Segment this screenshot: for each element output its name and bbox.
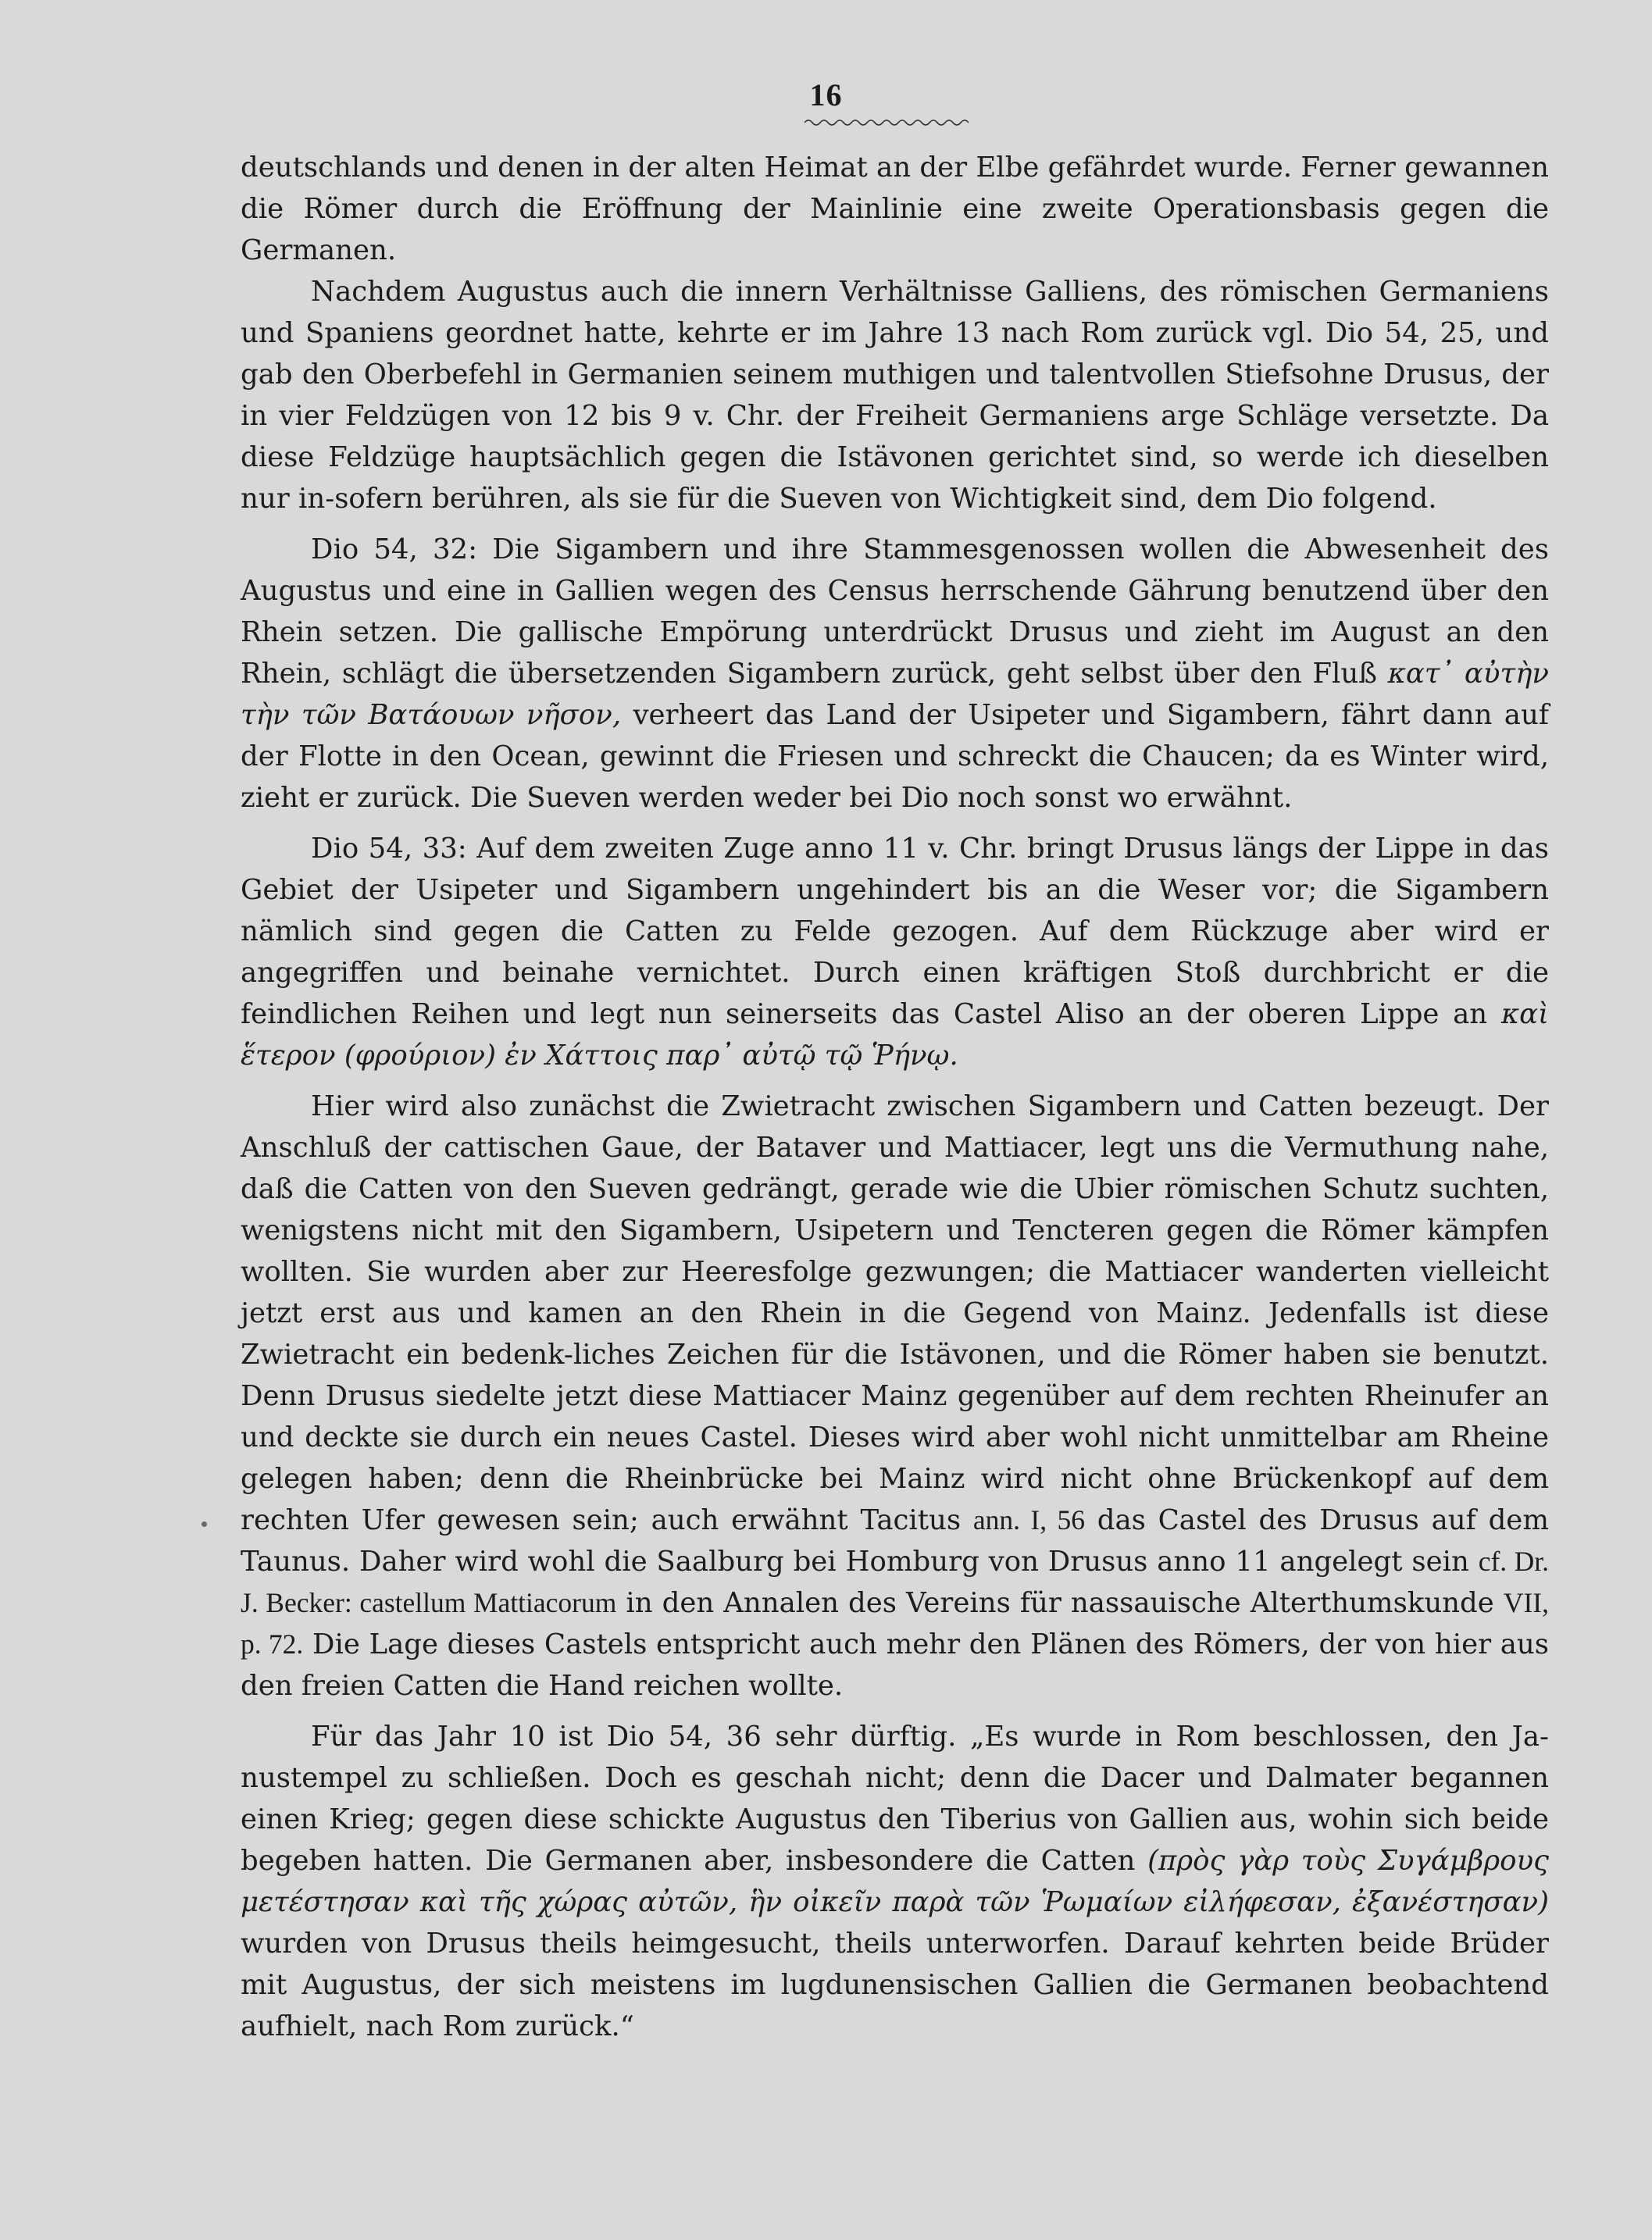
wavy-rule-ornament xyxy=(805,117,969,128)
body-text xyxy=(241,147,1549,2047)
paragraph-2: Nachdem Augustus auch die innern Verhältnisse Galliens, des römischen Germaniens und Spaniens geordnet hatte, kehrte er im Jahre 13 nach Rom zurück vgl. Dio 54, 25, und gab den Oberbefehl in Germanien seinem muthigen und talentvollen Stiefsohne Drusus, der in vier Feldzügen von 12 bis 9 v. Chr. der Freiheit Germaniens arge Schläge versetzte. Da diese Feldzüge hauptsächlich gegen die Istävonen gerichtet sind, so werde ich dieselben nur in-sofern berühren, als sie für die Sueven von Wichtigkeit sind, dem Dio folgend. xyxy=(241,276,1549,515)
greek-quotation: (πρὸς γὰρ τοὺς Συγάμβρους μετέστησαν καὶ τῆς χώρας αὐτῶν, ἣν οἰκεῖν παρὰ τῶν Ῥωμαίων εἰλήφεσαν, ἐξανέστησαν) xyxy=(241,1845,1549,1918)
greek-quotation: κατ᾽ αὐτὴν τὴν τῶν Βατάουων νῆσον, xyxy=(241,658,1549,731)
paragraph-4: Dio 54, 33: Auf dem zweiten Zuge anno 11 v. Chr. bringt Drusus längs der Lippe in das Gebiet der Usipeter und Sigambern ungehindert bis an die Weser vor; die Sigambern nämlich sind gegen die Catten zu Felde gezogen. Auf dem Rückzuge aber wird er angegriffen und beinahe vernichtet. Durch einen kräftigen Stoß durchbricht er die feindlichen Reihen und legt nun seinerseits das Castel Aliso an der oberen Lippe an καὶ ἕτερον (φρούριον) ἐν Χάττοις παρ᾽ αὐτῷ τῷ Ῥήνῳ. xyxy=(241,833,1549,1072)
latin-citation: ann. I, 56 xyxy=(972,1504,1085,1536)
paper-speck xyxy=(202,1521,207,1527)
paragraph-3: Dio 54, 32: Die Sigambern und ihre Stammesgenossen wollen die Abwesenheit des Augustus und eine in Gallien wegen des Census herrschende Gährung benutzend über den Rhein setzen. Die gallische Empörung unterdrückt Drusus und zieht im August an den Rhein, schlägt die übersetzenden Sigambern zurück, geht selbst über den Fluß κατ᾽ αὐτὴν τὴν τῶν Βατάουων νῆσον, verheert das Land der Usipeter und Sigambern, fährt dann auf der Flotte in den Ocean, gewinnt die Friesen und schreckt die Chaucen; da es Winter wird, zieht er zurück. Die Sueven werden weder bei Dio noch sonst wo erwähnt. xyxy=(241,533,1549,814)
paragraph-1: deutschlands und denen in der alten Heimat an der Elbe gefährdet wurde. Ferner gewannen die Römer durch die Eröffnung der Mainlinie eine zweite Operationsbasis gegen die Germanen. xyxy=(241,152,1550,266)
greek-quotation: καὶ ἕτερον (φρούριον) ἐν Χάττοις παρ᾽ αὐτῷ τῷ Ῥήνῳ. xyxy=(241,998,1549,1072)
latin-citation: cf. Dr. J. Becker: castellum Mattiacorum xyxy=(241,1546,1549,1618)
paragraph-6: Für das Jahr 10 ist Dio 54, 36 sehr dürftig. „Es wurde in Rom beschlossen, den Ja-nustempel zu schließen. Doch es geschah nicht; denn die Dacer und Dalmater begannen einen Krieg; gegen diese schickte Augustus den Tiberius von Gallien aus, wohin sich beide begeben hatten. Die Germanen aber, insbesondere die Catten (πρὸς γὰρ τοὺς Συγάμβρους μετέστησαν καὶ τῆς χώρας αὐτῶν, ἣν οἰκεῖν παρὰ τῶν Ῥωμαίων εἰλήφεσαν, ἐξανέστησαν) wurden von Drusus theils heimgesucht, theils unterworfen. Darauf kehrten beide Brüder mit Augustus, der sich meistens im lugdunensischen Gallien die Germanen beobachtend aufhielt, nach Rom zurück.“ xyxy=(241,1721,1549,2042)
paragraph-5: Hier wird also zunächst die Zwietracht zwischen Sigambern und Catten bezeugt. Der Anschluß der cattischen Gaue, der Bataver und Mattiacer, legt uns die Vermuthung nahe, daß die Catten von den Sueven gedrängt, gerade wie die Ubier römischen Schutz suchten, wenigstens nicht mit den Sigambern, Usipetern und Tencteren gegen die Römer kämpfen wollten. Sie wurden aber zur Heeresfolge gezwungen; die Mattiacer wanderten vielleicht jetzt erst aus und kamen an den Rhein in die Gegend von Mainz. Jedenfalls ist diese Zwietracht ein bedenk-liches Zeichen für die Istävonen, und die Römer haben sie benutzt. Denn Drusus siedelte jetzt diese Mattiacer Mainz gegenüber auf dem rechten Rheinufer an und deckte sie durch ein neues Castel. Dieses wird aber wohl nicht unmittelbar am Rheine gelegen haben; denn die Rheinbrücke bei Mainz wird nicht ohne Brückenkopf auf dem rechten Ufer gewesen sein; auch erwähnt Tacitus ann. I, 56 das Castel des Drusus auf dem Taunus. Daher wird wohl die Saalburg bei Homburg von Drusus anno 11 angelegt sein cf. Dr. J. Becker: castellum Mattiacorum in den Annalen des Vereins für nassauische Alterthumskunde VII, p. 72. Die Lage dieses Castels entspricht auch mehr den Plänen des Römers, der von hier aus den freien Catten die Hand reichen wollte. xyxy=(241,1090,1549,1702)
page-header xyxy=(0,77,1652,113)
page-number: 16 xyxy=(809,77,843,112)
latin-citation: VII, p. 72. xyxy=(241,1587,1549,1660)
